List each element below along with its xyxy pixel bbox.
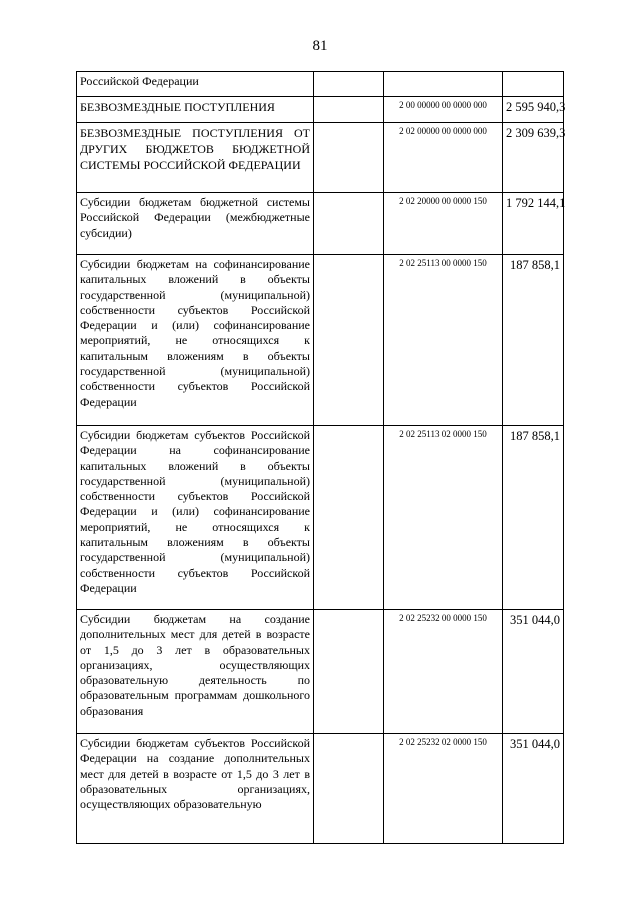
- table-row: [77, 426, 564, 610]
- table-row: [77, 193, 564, 255]
- table-row: [77, 734, 564, 844]
- empty-column-cell: [314, 734, 384, 844]
- row-name: Субсидии бюджетам субъектов Российской Федерации на софинансирование капитальных вложений в объекты государственной (муниципальной) собственности субъектов Российской Федерации и (или) софинансирование мероприятий, не относящихся к капитальным вложениям в объекты государственной (муниципальной) собственности субъектов Российской Федерации: [77, 426, 314, 610]
- page-number: 81: [312, 38, 328, 54]
- row-amount: 2 595 940,3: [503, 97, 564, 123]
- row-name: Субсидии бюджетам субъектов Российской Федерации на создание дополнительных мест для детей в возрасте от 1,5 до 3 лет в образовательных организациях, осуществляющих образовательную: [77, 734, 314, 844]
- empty-column-cell: [314, 123, 384, 193]
- row-code: 2 02 25232 00 0000 150: [384, 610, 503, 734]
- row-name: Субсидии бюджетам на создание дополнительных мест для детей в возрасте от 1,5 до 3 лет в образовательных организациях, осуществляющих образовательную деятельность по образовательным программам дошкольного образования: [77, 610, 314, 734]
- table-row: [77, 610, 564, 734]
- row-code: [384, 72, 503, 97]
- table-row: [77, 97, 564, 123]
- empty-column-cell: [314, 97, 384, 123]
- row-name: Субсидии бюджетам бюджетной системы Российской Федерации (межбюджетные субсидии): [77, 193, 314, 255]
- row-amount: 351 044,0: [503, 734, 564, 844]
- row-code: 2 02 25113 02 0000 150: [384, 426, 503, 610]
- table-row: [77, 123, 564, 193]
- row-code: 2 02 25232 02 0000 150: [384, 734, 503, 844]
- empty-column-cell: [314, 426, 384, 610]
- row-name: БЕЗВОЗМЕЗДНЫЕ ПОСТУПЛЕНИЯ: [77, 97, 314, 123]
- row-amount: 1 792 144,1: [503, 193, 564, 255]
- row-amount: [503, 72, 564, 97]
- row-code: 2 00 00000 00 0000 000: [384, 97, 503, 123]
- row-name: Российской Федерации: [77, 72, 314, 97]
- row-amount: 351 044,0: [503, 610, 564, 734]
- empty-column-cell: [314, 610, 384, 734]
- row-code: 2 02 25113 00 0000 150: [384, 255, 503, 426]
- row-amount: 187 858,1: [503, 255, 564, 426]
- row-code: 2 02 20000 00 0000 150: [384, 193, 503, 255]
- table-row: [77, 72, 564, 97]
- row-name: БЕЗВОЗМЕЗДНЫЕ ПОСТУПЛЕНИЯ ОТ ДРУГИХ БЮДЖЕТОВ БЮДЖЕТНОЙ СИСТЕМЫ РОССИЙСКОЙ ФЕДЕРАЦИИ: [77, 123, 314, 193]
- empty-column-cell: [314, 72, 384, 97]
- budget-revenue-table: [76, 71, 564, 844]
- row-name: Субсидии бюджетам на софинансирование капитальных вложений в объекты государственной (муниципальной) собственности субъектов Российской Федерации и (или) софинансирование мероприятий, не относящихся к капитальным вложениям в объекты государственной (муниципальной) собственности субъектов Российской Федерации: [77, 255, 314, 426]
- empty-column-cell: [314, 255, 384, 426]
- row-amount: 2 309 639,3: [503, 123, 564, 193]
- table-row: [77, 255, 564, 426]
- row-amount: 187 858,1: [503, 426, 564, 610]
- empty-column-cell: [314, 193, 384, 255]
- row-code: 2 02 00000 00 0000 000: [384, 123, 503, 193]
